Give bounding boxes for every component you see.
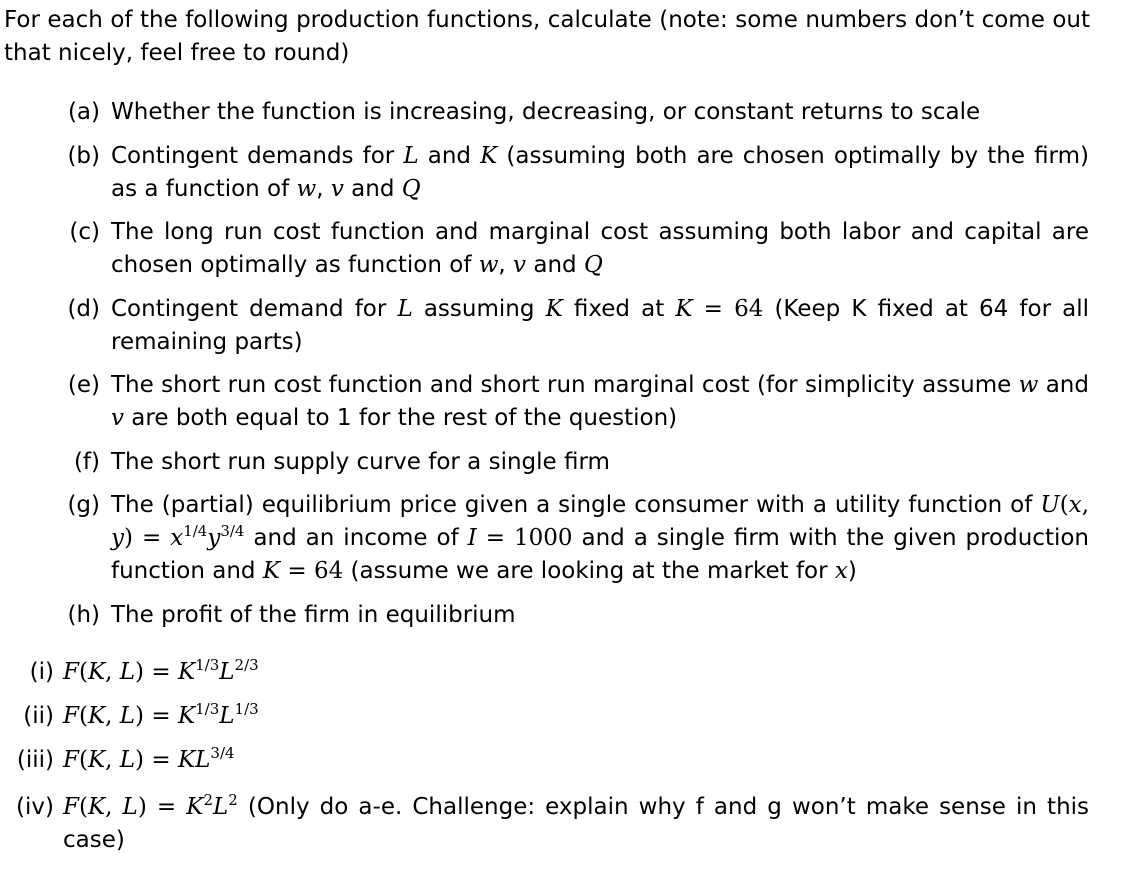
math-op: , [105,659,113,685]
math-var: K [177,659,196,685]
math-var: K [87,747,106,773]
math-var: v [111,405,124,431]
text-run: and [526,252,584,278]
math-var: L [195,747,211,773]
part-text [111,489,1089,588]
part-label: (d) [67,296,100,322]
part-text [111,369,1089,435]
math-op: = [141,525,162,551]
text-run: and [1038,372,1089,398]
math-var: v [330,176,344,202]
math-op: , [105,794,113,820]
part-label: (a) [67,99,100,125]
math-op: = [151,659,171,685]
math-exponent: 2/3 [234,656,259,674]
math-op: ) [135,747,145,773]
math-op: = [151,703,171,729]
math-exponent: 3/4 [210,744,235,762]
math-var: K [480,143,498,169]
math-exponent: 2 [203,791,214,809]
math-var: U [1040,492,1060,518]
text-run: ) [847,558,857,584]
function-label: (i) [29,659,54,685]
part-label: (b) [67,143,100,169]
math-num: 64 [313,558,344,584]
math-var: x [1068,492,1082,518]
text-run: and [343,176,402,202]
math-var: F [63,703,79,729]
function-formula [63,744,1089,777]
math-var: L [219,703,235,729]
function-formula [63,656,1089,689]
text-run: The long run cost function and marginal cost assuming both labor and capital are chosen optimally as function of [111,219,1089,278]
text-run: (assuming both are chosen optimally by the firm) as a function of [111,143,1089,202]
math-var: K [87,703,106,729]
math-op: , [1081,492,1089,518]
math-var: L [119,659,136,685]
math-op: ( [78,747,88,773]
math-var: K [87,659,106,685]
math-op: ( [78,794,88,820]
part-text [111,293,1089,359]
function-label: (iii) [16,747,54,773]
math-var: K [177,703,196,729]
math-op: = [151,747,171,773]
math-op: , [105,747,113,773]
math-var: x [834,558,848,584]
text-run: and [418,143,481,169]
math-exponent: 1/4 [183,522,208,540]
part-label: (c) [69,219,100,245]
math-var: w [1018,372,1039,398]
part-label: (g) [67,492,100,518]
math-op: = [156,794,177,820]
text-run: Contingent demands for [111,143,404,169]
function-label: (iv) [16,794,54,820]
text-run: (assume we are looking at the market for [343,558,835,584]
math-var: L [403,143,419,169]
math-var: L [213,794,229,820]
math-var: w [296,176,317,202]
part-label: (h) [67,602,100,628]
text-run: The short run cost function and short run marginal cost (for simplicity assume [111,372,1019,398]
part-text: The profit of the firm in equilibrium [111,602,516,628]
text-run: , [316,176,331,202]
math-exponent: 1/3 [234,700,259,718]
text-run: (Only do a-e. Challenge: explain why f and g won’t make sense in this case) [63,794,1090,853]
math-op: , [105,703,113,729]
text-run: (Keep K fixed at 64 for all remaining parts) [111,296,1090,355]
text-run: fixed at [562,296,676,322]
math-exponent: 1/3 [195,700,220,718]
math-exponent: 2 [228,791,238,809]
text-run: The (partial) equilibrium price given a single consumer with a utility function of [111,492,1041,518]
math-exponent: 1/3 [195,656,220,674]
text-run: and an income of [244,525,468,551]
math-op: ) [137,794,147,820]
math-var: F [63,659,79,685]
text-run: are both equal to 1 for the rest of the question) [124,405,678,431]
math-var: I [467,525,477,551]
math-var: y [111,525,124,551]
math-var: x [170,525,184,551]
math-var: K [186,794,204,820]
part-text [111,140,1089,206]
text-run: Contingent demand for [111,296,398,322]
text-run: , [498,252,514,278]
math-var: L [397,296,413,322]
math-var: K [87,794,106,820]
math-var: L [119,703,136,729]
math-var: w [478,252,499,278]
part-label: (e) [67,372,100,398]
math-var: K [675,296,693,322]
part-text [111,216,1089,282]
math-var: F [63,747,79,773]
text-run: assuming [412,296,546,322]
math-op: = [287,558,307,584]
math-var: y [207,525,221,551]
math-var: L [219,659,235,685]
math-op: ( [78,703,88,729]
part-text: Whether the function is increasing, decreasing, or constant returns to scale [111,99,981,125]
math-exponent: 3/4 [220,522,245,540]
math-op: ) [124,525,133,551]
math-num: 1000 [513,525,573,551]
math-num: 64 [734,296,764,322]
math-op: = [485,525,505,551]
function-formula [63,700,1089,733]
math-var: Q [401,176,421,202]
math-var: Q [583,252,603,278]
function-label: (ii) [23,703,54,729]
math-var: K [177,747,196,773]
part-text: The short run supply curve for a single firm [111,449,610,475]
math-op: ( [78,659,88,685]
math-var: F [63,794,79,820]
math-var: v [513,252,527,278]
math-op: ) [135,703,145,729]
math-op: ) [135,659,145,685]
part-label: (f) [73,449,100,475]
text-run: and a single firm with the given production function and [111,525,1090,584]
math-op: = [703,296,723,322]
intro-paragraph: For each of the following production functions, calculate (note: some numbers don’t come out that nicely, feel free to round) [4,7,1090,66]
math-op: ( [1059,492,1069,518]
math-var: L [122,794,138,820]
function-formula [63,791,1089,857]
math-var: K [545,296,563,322]
math-var: K [262,558,281,584]
math-var: L [119,747,136,773]
